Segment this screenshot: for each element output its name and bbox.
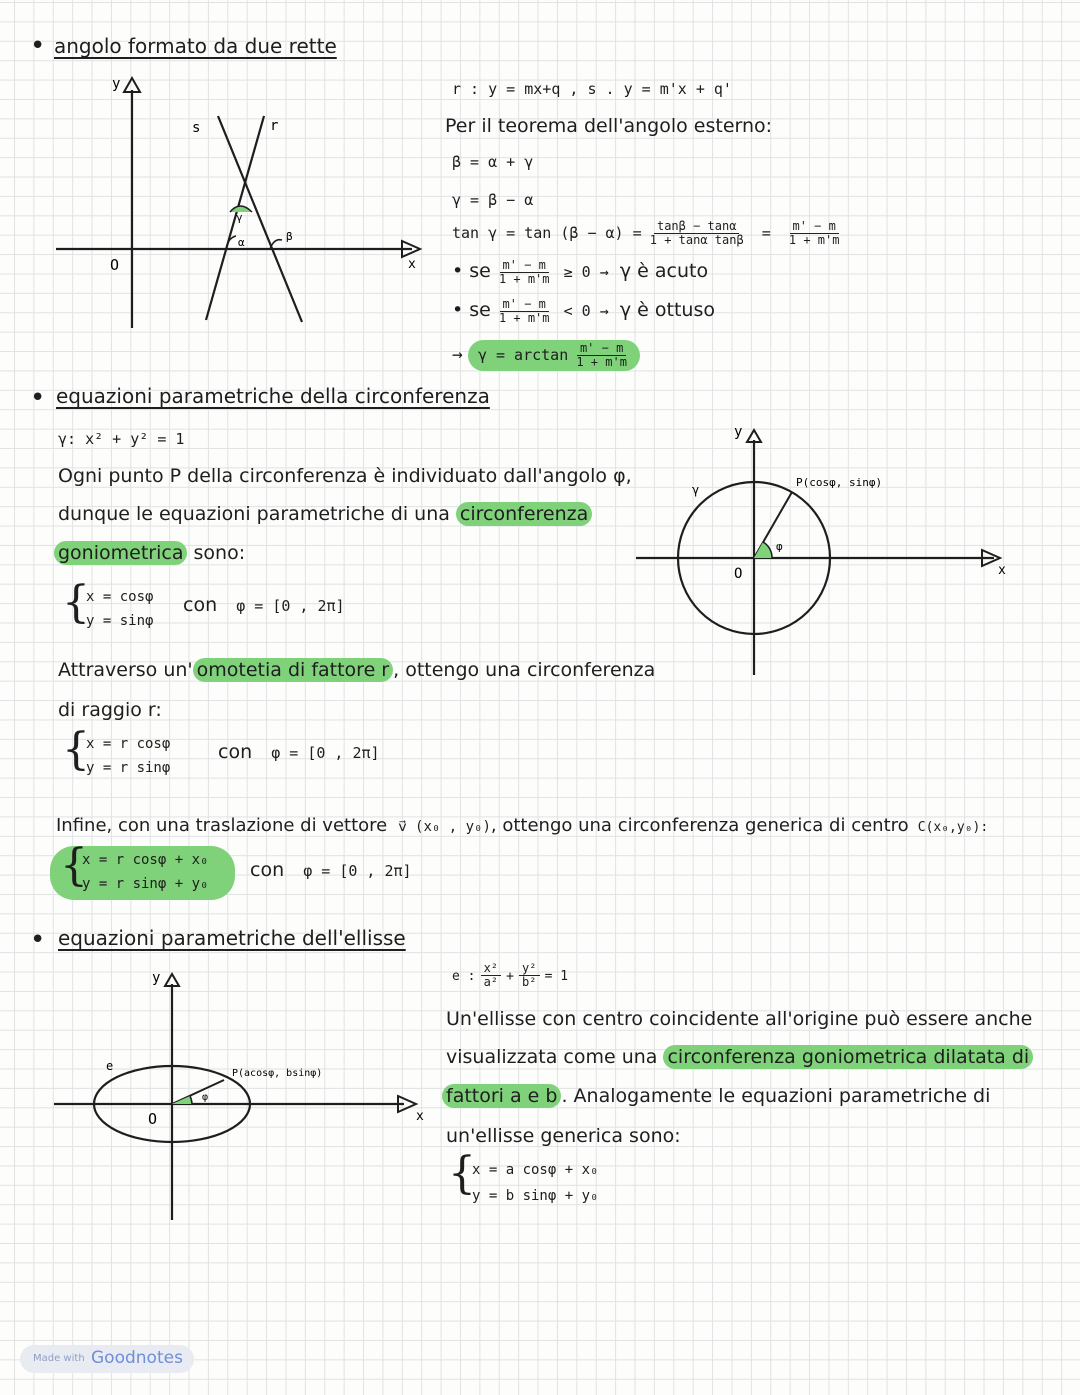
- origin-label: O: [148, 1110, 158, 1128]
- highlight: circonferenza goniometrica dilatata di: [663, 1045, 1033, 1069]
- system-row: x = r cosφ: [86, 736, 171, 752]
- condition-operator: ≥ 0 →: [563, 263, 609, 281]
- condition-obtuse: [452, 298, 715, 325]
- origin-label: O: [734, 566, 743, 582]
- text-fragment: , ottengo una circonferenza generica di centro: [490, 815, 909, 836]
- fraction-den: 1 + m'm: [498, 272, 550, 286]
- paragraph: un'ellisse generica sono:: [446, 1125, 681, 1147]
- paragraph: di raggio r:: [58, 699, 162, 721]
- plus-sign: +: [506, 969, 514, 984]
- curve-label: γ: [692, 483, 700, 497]
- y-label: y: [112, 76, 121, 92]
- final-formula-row: [452, 340, 640, 371]
- fraction-slopes: [496, 298, 553, 325]
- text-fragment: , ottengo una circonferenza: [393, 659, 656, 681]
- made-with-label: Made with: [33, 1353, 85, 1364]
- bullet: •: [30, 925, 46, 955]
- condition-acute: [452, 259, 708, 286]
- range-row: [250, 859, 412, 881]
- section-heading-ellipse: equazioni parametriche dell'ellisse: [58, 926, 406, 950]
- fraction-num: y²: [519, 962, 539, 976]
- brand-label: Goodnotes: [91, 1348, 183, 1368]
- highlight: omotetia di fattore r: [193, 658, 393, 682]
- system-generic-circle: [50, 840, 235, 900]
- point-label: P(cosφ, sinφ): [796, 476, 883, 489]
- x-label: x: [998, 563, 1006, 578]
- fraction-num: x²: [481, 962, 501, 976]
- equal-sign: =: [761, 224, 771, 242]
- final-formula: γ = arctan: [477, 346, 569, 364]
- origin-label: O: [110, 256, 120, 274]
- tan-formula: [452, 220, 842, 247]
- condition-operator: < 0 →: [563, 302, 609, 320]
- text-fragment: Attraverso un': [58, 659, 193, 681]
- se-label: • se: [452, 260, 491, 282]
- paragraph-translation: [56, 815, 988, 836]
- center: C(x₀,y₀):: [917, 820, 989, 835]
- final-formula-highlight: [468, 340, 640, 371]
- fraction-num: m' − m: [577, 342, 626, 356]
- eq-rhs: = 1: [544, 969, 569, 984]
- range: φ = [0 , 2π]: [271, 744, 380, 762]
- system-row: x = a cosφ + x₀: [472, 1162, 599, 1178]
- angle-phi-fill: [172, 1096, 192, 1104]
- fraction-num: m' − m: [790, 220, 839, 234]
- eq-circle: γ: x² + y² = 1: [58, 430, 185, 448]
- system-row: y = sinφ: [86, 613, 154, 629]
- fraction-y: [519, 962, 539, 989]
- eq-gamma: γ = β − α: [452, 191, 534, 209]
- lines-definition: r : y = mx+q , s . y = m'x + q': [452, 80, 732, 98]
- vector: v⃗ (x₀ , y₀): [398, 819, 491, 835]
- con-label: con: [183, 594, 218, 616]
- system-row: y = r sinφ + y₀: [82, 876, 209, 892]
- eq-ellipse: [452, 962, 568, 989]
- fraction-num: tanβ − tanα: [654, 220, 739, 234]
- fraction-slopes: [786, 220, 843, 247]
- condition-result: γ è ottuso: [619, 299, 715, 321]
- con-label: con: [218, 741, 253, 763]
- paragraph: [446, 1046, 1033, 1068]
- system-unit-circle: [62, 577, 202, 635]
- brace-icon: {: [60, 840, 88, 891]
- text-fragment: dunque le equazioni parametriche di una: [58, 503, 450, 525]
- x-label: x: [408, 257, 416, 272]
- r-label: r: [270, 118, 279, 134]
- system-row: x = cosφ: [86, 589, 154, 605]
- theorem-text: Per il teorema dell'angolo esterno:: [445, 115, 773, 137]
- bullet: •: [30, 31, 46, 61]
- range-row: [218, 741, 380, 763]
- highlight: goniometrica: [54, 541, 187, 565]
- system-ellipse: [448, 1148, 628, 1210]
- bullet: •: [30, 383, 46, 413]
- fraction-slopes: [573, 342, 630, 369]
- section-heading-angle: angolo formato da due rette: [54, 34, 337, 58]
- paragraph: [58, 542, 245, 564]
- graph-two-lines: [50, 70, 440, 335]
- graph-unit-circle: [630, 420, 1030, 680]
- fraction-den: b²: [522, 975, 537, 989]
- highlight: fattori a e b: [442, 1084, 561, 1108]
- eq-beta: β = α + γ: [452, 153, 534, 171]
- y-axis-arrow: [124, 78, 140, 92]
- fraction-den: 1 + m'm: [788, 233, 840, 247]
- x-label: x: [416, 1109, 424, 1124]
- brace-icon: {: [448, 1148, 476, 1199]
- range: φ = [0 , 2π]: [303, 862, 412, 880]
- range: φ = [0 , 2π]: [236, 597, 345, 615]
- paragraph: [58, 659, 655, 681]
- text-fragment: sono:: [193, 542, 246, 564]
- brace-icon: {: [62, 577, 90, 628]
- system-row: y = r sinφ: [86, 760, 171, 776]
- angle-phi-fill: [754, 542, 772, 558]
- point-label: P(acosφ, bsinφ): [232, 1068, 323, 1079]
- con-label: con: [250, 859, 285, 881]
- tan-lhs: tan γ = tan (β − α) =: [452, 224, 642, 242]
- angle-label: φ: [202, 1092, 209, 1103]
- fraction-slopes: [496, 259, 553, 286]
- section-heading-circle: equazioni parametriche della circonferenza: [56, 384, 490, 408]
- y-label: y: [152, 970, 161, 986]
- made-with-goodnotes-badge[interactable]: [20, 1345, 194, 1373]
- fraction-den: 1 + m'm: [576, 355, 627, 369]
- fraction-den: 1 + m'm: [498, 311, 550, 325]
- fraction-num: m' − m: [500, 298, 549, 312]
- arrow-icon: →: [452, 344, 463, 365]
- highlight: circonferenza: [456, 502, 592, 526]
- beta-label: β: [286, 230, 293, 243]
- text-fragment: Infine, con una traslazione di vettore: [56, 815, 388, 836]
- paragraph: [58, 503, 592, 525]
- brace-icon: {: [62, 724, 90, 775]
- system-row: x = r cosφ + x₀: [82, 852, 209, 868]
- curve-label: e: [106, 1059, 114, 1073]
- radius: [172, 1080, 224, 1104]
- text-fragment: visualizzata come una: [446, 1046, 658, 1068]
- line-s: [218, 116, 302, 322]
- alpha-label: α: [238, 236, 245, 249]
- se-label: • se: [452, 299, 491, 321]
- y-label: y: [734, 424, 743, 440]
- fraction-den: 1 + tanα tanβ: [649, 233, 744, 247]
- condition-result: γ è acuto: [619, 260, 709, 282]
- angle-label: φ: [776, 540, 783, 553]
- fraction-den: a²: [483, 975, 499, 989]
- system-radius: [62, 724, 212, 782]
- fraction-tangent: [647, 220, 747, 247]
- s-label: s: [192, 120, 201, 136]
- graph-ellipse: [50, 960, 440, 1225]
- system-row: y = b sinφ + y₀: [472, 1188, 599, 1204]
- text-fragment: . Analogamente le equazioni parametriche di: [561, 1085, 991, 1107]
- paragraph: Un'ellisse con centro coincidente all'origine può essere anche: [446, 1008, 1033, 1030]
- paragraph: Ogni punto P della circonferenza è individuato dall'angolo φ,: [58, 465, 632, 487]
- paragraph: [446, 1085, 990, 1107]
- gamma-label: γ: [236, 211, 243, 224]
- line-r: [206, 116, 264, 320]
- fraction-num: m' − m: [500, 259, 549, 273]
- fraction-x: [481, 962, 501, 989]
- range-row: [183, 594, 345, 616]
- eq-prefix: e :: [452, 969, 476, 984]
